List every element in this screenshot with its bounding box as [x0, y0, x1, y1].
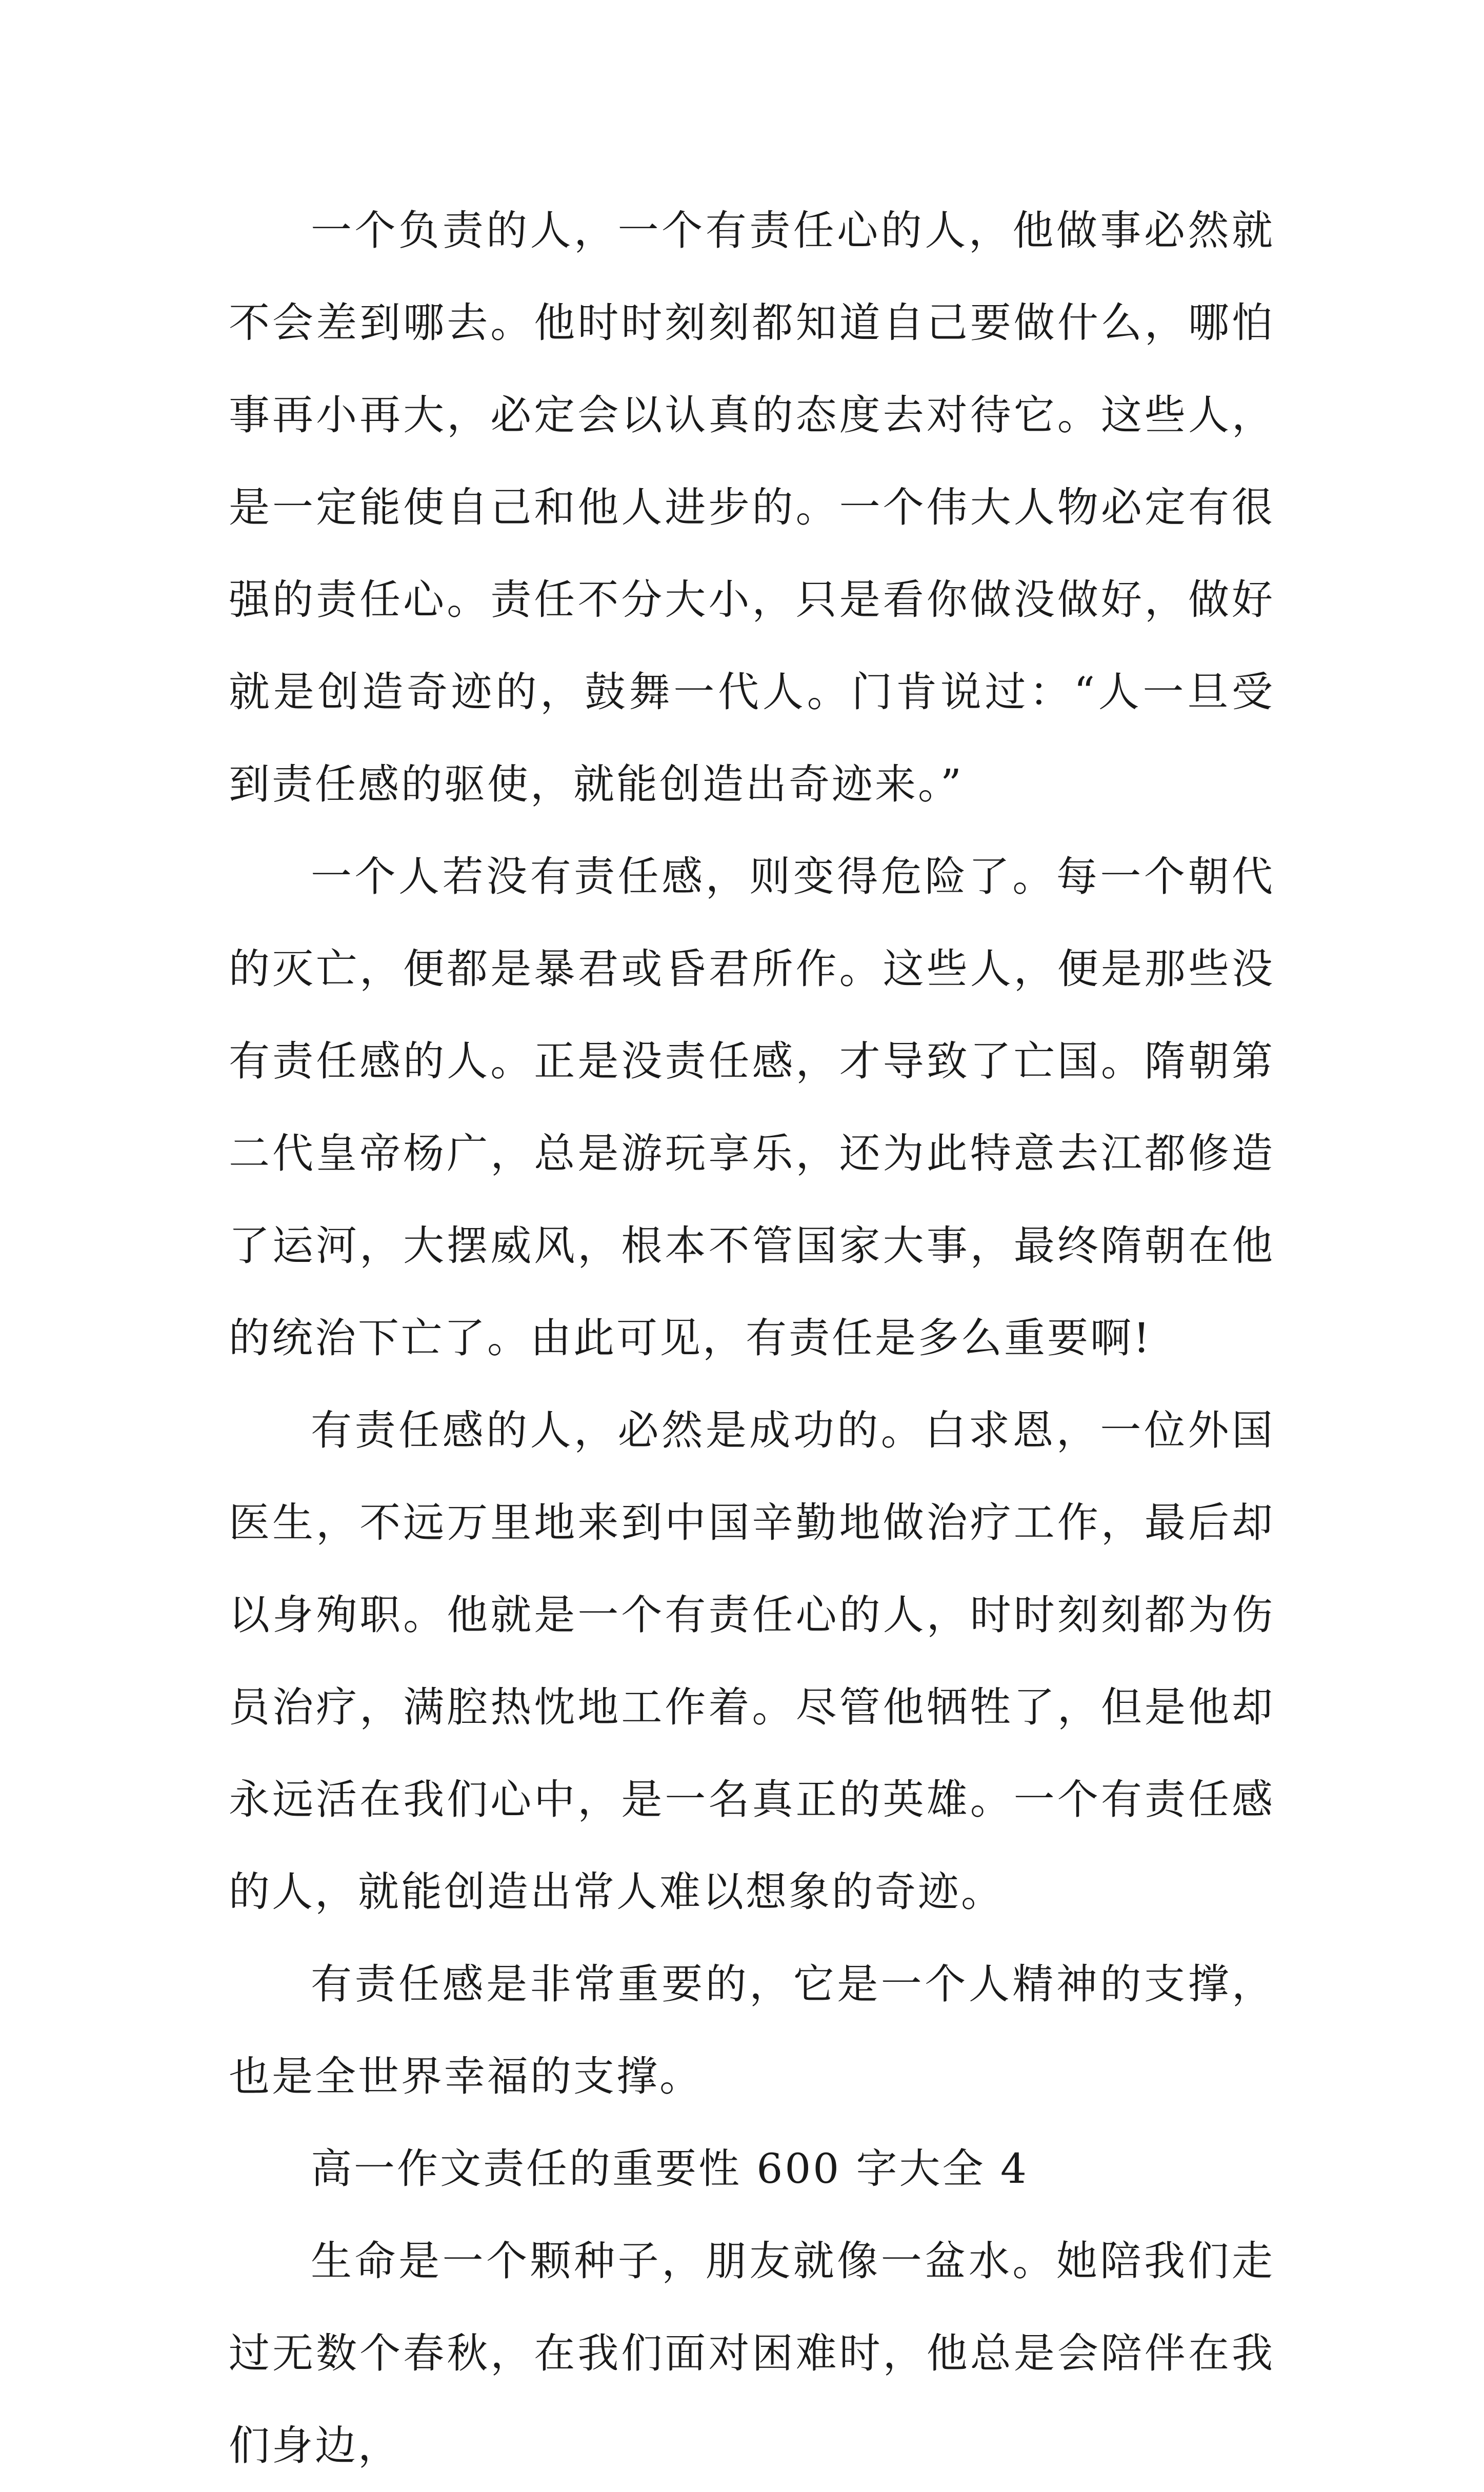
paragraph-4: 有责任感是非常重要的，它是一个人精神的支撑，也是全世界幸福的支撑。: [229, 1960, 1275, 2100]
document-body: [229, 185, 1275, 2492]
paragraph-5: 生命是一个颗种子，朋友就像一盆水。她陪我们走过无数个春秋，在我们面对困难时，他总是会陪伴在我们身边，: [229, 2237, 1275, 2469]
paragraph-3: 有责任感的人，必然是成功的。白求恩，一位外国医生，不远万里地来到中国辛勤地做治疗工作，最后却以身殉职。他就是一个有责任心的人，时时刻刻都为伤员治疗，满腔热忱地工作着。尽管他牺牲了，但是他却永远活在我们心中，是一名真正的英雄。一个有责任感的人，就能创造出常人难以想象的奇迹。: [229, 1406, 1275, 1916]
paragraph-1: 一个负责的人，一个有责任心的人，他做事必然就不会差到哪去。他时时刻刻都知道自己要做什么，哪怕事再小再大，必定会以认真的态度去对待它。这些人，是一定能使自己和他人进步的。一个伟大人物必定有很强的责任心。责任不分大小，只是看你做没做好，做好就是创造奇迹的，鼓舞一代人。门肯说过：“人一旦受到责任感的驱使，就能创造出奇迹来。”: [229, 207, 1275, 808]
section-heading: 高一作文责任的重要性 600 字大全 4: [311, 2145, 1029, 2193]
paragraph-2: 一个人若没有责任感，则变得危险了。每一个朝代的灭亡，便都是暴君或昏君所作。这些人，便是那些没有责任感的人。正是没责任感，才导致了亡国。隋朝第二代皇帝杨广，总是游玩享乐，还为此特意去江都修造了运河，大摆威风，根本不管国家大事，最终隋朝在他的统治下亡了。由此可见，有责任是多么重要啊!: [229, 853, 1275, 1362]
